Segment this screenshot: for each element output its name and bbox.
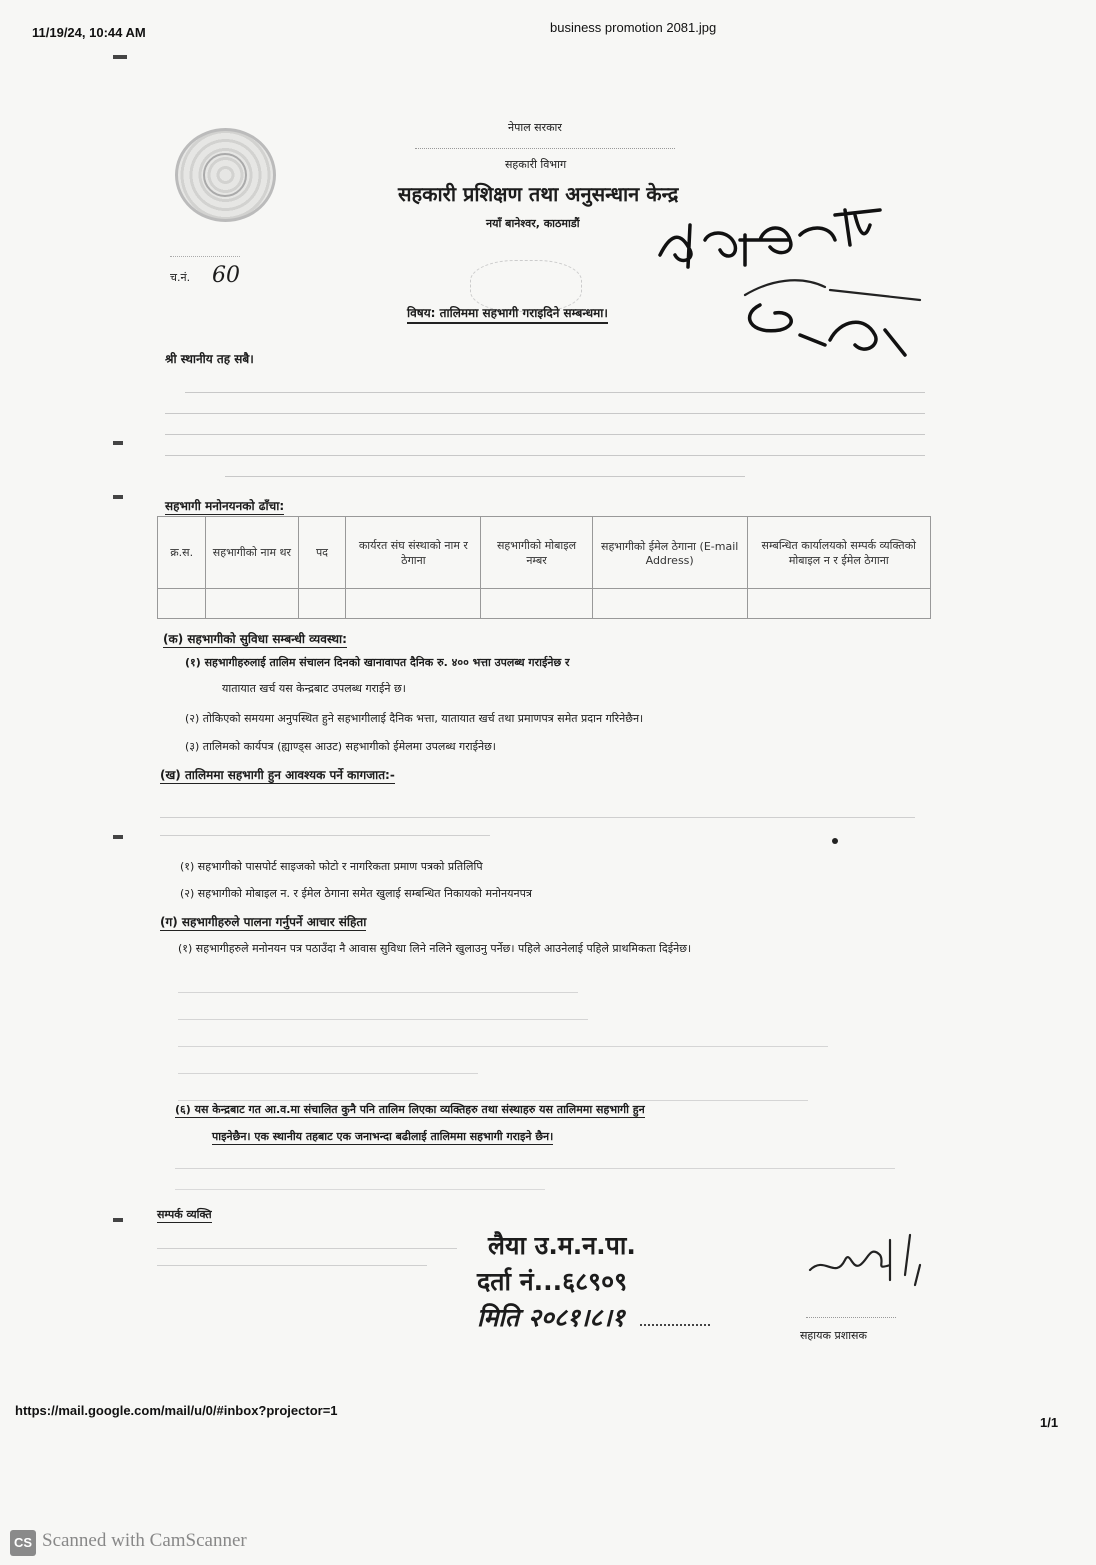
- letterhead-center-name: सहकारी प्रशिक्षण तथा अनुसन्धान केन्द्र: [398, 182, 679, 206]
- column-header: पद: [298, 517, 346, 589]
- table-cell: [346, 589, 481, 619]
- section-ga-faint-items: [178, 966, 828, 1101]
- letter-subject: विषय: तालिममा सहभागी गराइदिने सम्बन्धमा।: [407, 304, 608, 324]
- letter-addressee: श्री स्थानीय तह सबै।: [165, 352, 254, 366]
- section-ka-item-1-cont: यातायात खर्च यस केन्द्रबाट उपलब्ध गराईने छ।: [222, 682, 406, 695]
- body-line: [165, 435, 925, 456]
- table-cell: [206, 589, 298, 619]
- section-ga-item-1: (१) सहभागीहरुले मनोनयन पत्र पठाउँदा नै आवास सुविधा लिने नलिने खुलाउनु पर्नेछ। पहिले आउनेलाई पहिले प्राथमिकता दिईनेछ।: [178, 942, 692, 955]
- nomination-form-table: [157, 516, 931, 619]
- camscanner-logo: CS: [10, 1530, 36, 1556]
- table-cell: [481, 589, 592, 619]
- section-ka-item-1: (१) सहभागीहरुलाई तालिम संचालन दिनको खानावापत दैनिक रु. ४०० भत्ता उपलब्ध गराईनेछ र: [185, 656, 570, 669]
- reference-fiscal-year-line: [170, 243, 240, 257]
- emblem-inner-ring: [203, 153, 247, 197]
- letterhead-address: नयाँ बानेश्वर, काठमाडौं: [486, 217, 580, 230]
- section-ka-title: (क) सहभागीको सुविधा सम्बन्धी व्यवस्था:: [163, 632, 347, 646]
- faint-item-line: [178, 966, 578, 993]
- section-kha-title: (ख) तालिममा सहभागी हुन आवश्यक पर्ने कागजात:-: [160, 768, 395, 782]
- body-line: [165, 393, 925, 414]
- print-url: https://mail.google.com/mail/u/0/#inbox?projector=1: [15, 1403, 338, 1418]
- letterhead-ministry-line: [415, 140, 675, 149]
- print-file-name: business promotion 2081.jpg: [550, 20, 717, 35]
- section-ka-item-3: (३) तालिमको कार्यपत्र (ह्याण्ड्स आउट) सहभागीको ईमेलमा उपलब्ध गराईनेछ।: [185, 740, 496, 753]
- faint-item-line: [175, 1150, 895, 1169]
- print-page-number: 1/1: [1040, 1415, 1059, 1430]
- officer-signature: [790, 1225, 940, 1295]
- column-header: क्र.स.: [158, 517, 206, 589]
- print-datetime: 11/19/24, 10:44 AM: [32, 25, 146, 40]
- scan-margin-mark: [113, 55, 127, 59]
- faint-item-line: [175, 1169, 545, 1190]
- dispatch-number: 60: [212, 263, 240, 288]
- section-kha-paragraph: [160, 800, 915, 836]
- column-header: सहभागीको मोबाइल नम्बर: [481, 517, 592, 589]
- handwritten-endorsement: [650, 195, 930, 365]
- table-cell: [747, 589, 930, 619]
- dispatch-label: च.नं.: [170, 271, 191, 284]
- section-ga-item-6-cont: पाइनेछैन। एक स्थानीय तहबाट एक जनाभन्दा बढीलाई तालिममा सहभागी गराइने छैन।: [212, 1130, 554, 1143]
- scan-margin-mark: [113, 441, 123, 445]
- body-paragraph: [165, 372, 925, 477]
- scan-margin-mark: [113, 1218, 123, 1222]
- table-empty-row: [158, 589, 931, 619]
- form-title: सहभागी मनोनयनको ढाँचा:: [165, 499, 285, 513]
- faint-item-line: [178, 993, 588, 1020]
- contact-lines: [157, 1232, 457, 1266]
- section-ga-item-6: (६) यस केन्द्रबाट गत आ.व.मा संचालित कुनै पनि तालिम लिएका व्यक्तिहरु तथा संस्थाहरु यस तालिममा सहभागी हुन: [175, 1103, 645, 1116]
- table-cell: [298, 589, 346, 619]
- faint-item-line: [178, 1074, 808, 1101]
- body-line: [185, 372, 925, 393]
- stamp-date: मिति २०८१।८।१: [477, 1303, 625, 1332]
- letterhead-department: सहकारी विभाग: [505, 158, 567, 171]
- section-kha-item-1: (१) सहभागीको पासपोर्ट साइजको फोटो र नागरिकता प्रमाण पत्रको प्रतिलिपि: [180, 860, 483, 873]
- scan-margin-mark: [113, 835, 123, 839]
- contact-line: [157, 1249, 427, 1266]
- contact-title: सम्पर्क व्यक्ति: [157, 1208, 212, 1221]
- table-header-row: [158, 517, 931, 589]
- section-kha-item-2: (२) सहभागीको मोबाइल न. र ईमेल ठेगाना समेत खुलाई सम्बन्धित निकायको मनोनयनपत्र: [180, 887, 532, 900]
- contact-line: [157, 1232, 457, 1249]
- body-line: [225, 456, 745, 477]
- column-header: कार्यरत संघ संस्थाको नाम र ठेगाना: [346, 517, 481, 589]
- section-ga-title: (ग) सहभागीहरुले पालना गर्नुपर्ने आचार संहिता: [160, 915, 367, 929]
- signature-title: सहायक प्रशासक: [800, 1329, 867, 1342]
- paragraph-line: [160, 800, 915, 818]
- ink-dot: [832, 838, 838, 844]
- government-emblem-logo: [175, 128, 276, 222]
- section-ga-faint-items-2: [175, 1150, 895, 1190]
- letterhead-government: नेपाल सरकार: [508, 121, 562, 134]
- scan-margin-mark: [113, 495, 123, 499]
- camscanner-watermark-text: Scanned with CamScanner: [42, 1530, 247, 1551]
- table-cell: [592, 589, 747, 619]
- paragraph-line: [160, 818, 490, 836]
- body-line: [165, 414, 925, 435]
- column-header: सहभागीको ईमेल ठेगाना (E-mail Address): [592, 517, 747, 589]
- faint-item-line: [178, 1047, 478, 1074]
- column-header: सम्बन्धित कार्यालयको सम्पर्क व्यक्तिको मोबाइल न र ईमेल ठेगाना: [747, 517, 930, 589]
- section-ka-item-2: (२) तोकिएको समयमा अनुपस्थित हुने सहभागीलाई दैनिक भत्ता, यातायात खर्च तथा प्रमाणपत्र समेत प्रदान गरिनेछैन।: [185, 712, 644, 725]
- stamp-registration-number: दर्ता नं...६८९०९: [477, 1267, 628, 1296]
- signature-name-line: [806, 1304, 896, 1318]
- stamp-municipality: लैया उ.म.न.पा.: [488, 1231, 636, 1260]
- column-header: सहभागीको नाम थर: [206, 517, 298, 589]
- table-cell: [158, 589, 206, 619]
- faint-item-line: [178, 1020, 828, 1047]
- stamp-dotted-line: [640, 1324, 710, 1326]
